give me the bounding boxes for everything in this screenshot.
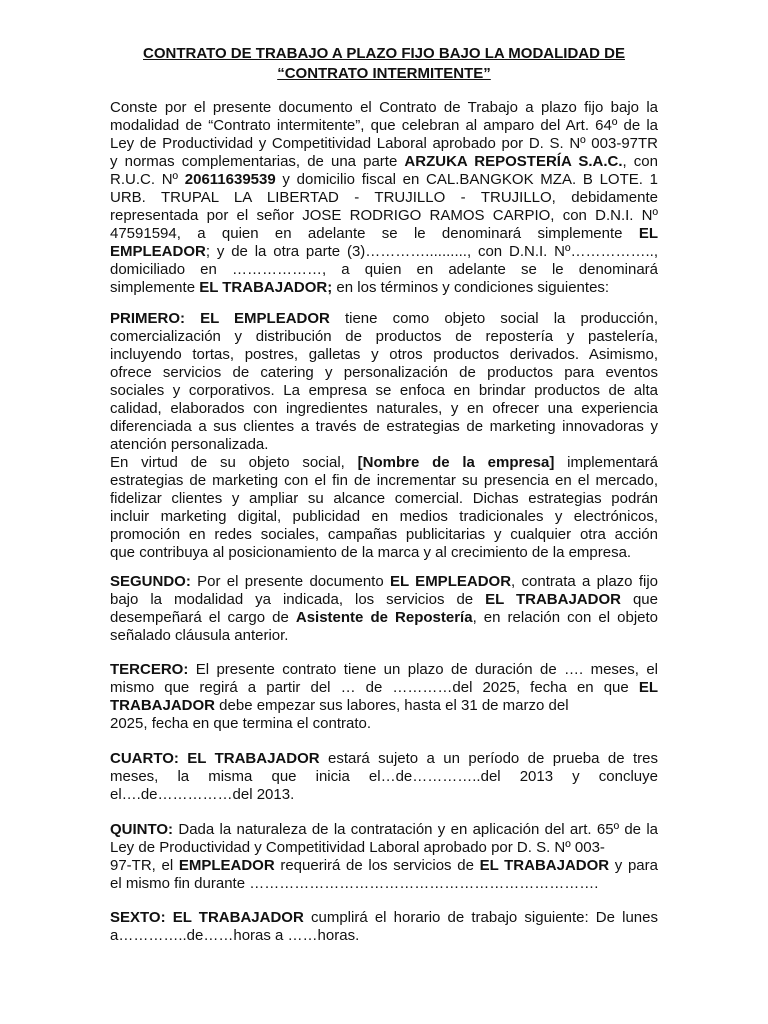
text-line (110, 328, 658, 346)
text-line (110, 526, 658, 544)
bold-segment: EMPLEADOR (178, 857, 275, 874)
text-line (110, 346, 658, 364)
text-segment: Por el presente documento (190, 573, 390, 590)
text-line (110, 400, 658, 418)
text-line (110, 171, 658, 189)
text-line (110, 436, 658, 454)
text-segment: tiene como objeto social la producción, (329, 310, 658, 327)
text-segment: sociales y corporativos. La empresa se enfoca en brindar productos de alta (110, 382, 658, 399)
text-line (110, 661, 658, 679)
text-segment: incluyendo tortas, postres, galletas y otros productos derivados. Asimismo, (110, 346, 658, 363)
text-segment: El presente contrato tiene un plazo de duración de …. meses, el (188, 661, 658, 678)
text-segment: el mismo fin durante ……………………………………………………………. (110, 875, 599, 892)
text-line (110, 508, 658, 526)
text-segment: 97-TR, el (110, 857, 179, 874)
text-line (110, 839, 658, 857)
text-line (110, 225, 658, 243)
title-line: “CONTRATO INTERMITENTE” (277, 65, 491, 82)
clause-tercero (110, 661, 658, 733)
bold-segment: 20611639539 (184, 171, 276, 188)
text-line (110, 909, 658, 927)
clause-primero (110, 310, 658, 562)
title-line: CONTRATO DE TRABAJO A PLAZO FIJO BAJO LA MODALIDAD DE (143, 45, 625, 62)
text-line (110, 117, 658, 135)
text-segment: y para (609, 857, 658, 874)
text-line (110, 243, 658, 261)
text-segment: Ley de Productividad y Competitividad Laboral aprobado por D. S. Nº 003-97TR (110, 135, 658, 152)
text-segment: y domicilio fiscal en CAL.BANGKOK MZA. B LOTE. 1 (275, 171, 658, 188)
text-segment: estará sujeto a un período de prueba de tres (319, 750, 658, 767)
text-line (110, 544, 658, 562)
text-line (110, 573, 658, 591)
contract-title (110, 44, 658, 84)
text-segment: modalidad de “Contrato intermitente”, que celebran al amparo del Art. 64º de la (110, 117, 658, 134)
text-segment: meses, la misma que inicia el…de…………..del 2013 y concluye (110, 768, 658, 785)
clause-segundo (110, 573, 658, 645)
text-line (110, 472, 658, 490)
text-line (110, 207, 658, 225)
text-line (110, 418, 658, 436)
text-segment: Ley de Productividad y Competitividad Laboral aprobado por D. S. Nº 003- (110, 839, 605, 856)
text-segment: simplemente (110, 279, 200, 296)
text-segment: bajo la modalidad ya indicada, los servicios de (110, 591, 486, 608)
text-segment: domiciliado en ………………, a quien en adelante se le denominará (110, 261, 658, 278)
text-line (110, 679, 658, 697)
text-line (110, 261, 658, 279)
bold-segment: ARZUKA REPOSTERÍA S.A.C. (404, 153, 623, 170)
text-line (110, 310, 658, 328)
text-segment: Conste por el presente documento el Contrato de Trabajo a plazo fijo bajo la (110, 99, 658, 116)
text-segment: URB. TRUPAL LA LIBERTAD - TRUJILLO - TRUJILLO, debidamente (110, 189, 658, 206)
text-line (110, 591, 658, 609)
text-line (110, 135, 658, 153)
bold-segment: SEGUNDO: (110, 573, 191, 590)
intro-paragraph (110, 99, 658, 297)
text-line (110, 750, 658, 768)
text-segment: cumplirá el horario de trabajo siguiente: De lunes (303, 909, 658, 926)
text-line (110, 153, 658, 171)
text-segment: fidelizar clientes y ampliar su alcance comercial. Dichas estrategias podrán (110, 490, 658, 507)
text-segment: a…………..de……horas a ……horas. (110, 927, 360, 944)
text-line (110, 927, 658, 945)
text-segment: representada por el señor JOSE RODRIGO RAMOS CARPIO, con D.N.I. Nº (110, 207, 658, 224)
bold-segment: EMPLEADOR (110, 243, 206, 260)
text-segment: desempeñará el cargo de (110, 609, 296, 626)
bold-segment: EL (638, 225, 658, 242)
text-segment: diferenciada a sus clientes a través de estrategias de marketing innovadoras y (110, 418, 658, 435)
text-line (110, 490, 658, 508)
text-segment: Dada la naturaleza de la contratación y en aplicación del art. 65º de la (173, 821, 658, 838)
text-line (110, 627, 658, 645)
bold-segment: CUARTO: EL TRABAJADOR (110, 750, 320, 767)
text-segment: 47591594, a quien en adelante se le denominará simplemente (110, 225, 639, 242)
clause-sexto (110, 909, 658, 945)
bold-segment: EL TRABAJADOR (485, 591, 621, 608)
bold-segment: QUINTO: (110, 821, 174, 838)
text-segment: , contrata a plazo fijo (511, 573, 658, 590)
text-segment: incluir marketing digital, publicidad en medios tradicionales y electrónicos, (110, 508, 658, 525)
text-segment: el….de……………del 2013. (110, 786, 295, 803)
text-segment: , con (622, 153, 658, 170)
text-segment: R.U.C. Nº (110, 171, 185, 188)
text-segment: y normas complementarias, de una parte (110, 153, 405, 170)
bold-segment: Asistente de Repostería (295, 609, 473, 626)
text-line (110, 715, 658, 733)
text-segment: calidad, elaborados con ingredientes naturales, y en ofrecer una experiencia (110, 400, 658, 417)
clause-cuarto (110, 750, 658, 804)
text-line (110, 786, 658, 804)
text-segment: ofrece servicios de catering y personalización de productos para eventos (110, 364, 658, 381)
bold-segment: EL EMPLEADOR (389, 573, 512, 590)
text-segment: mismo que regirá a partir del … de …………del 2025, fecha en que (110, 679, 639, 696)
bold-segment: TERCERO: (110, 661, 189, 678)
text-line (110, 99, 658, 117)
text-line (110, 382, 658, 400)
text-segment: 2025, fecha en que termina el contrato. (110, 715, 372, 732)
clause-quinto (110, 821, 658, 893)
text-line (110, 279, 658, 297)
text-segment: ; y de la otra parte (3)………….........., con D.N.I. Nº…………….., (205, 243, 658, 260)
text-segment: atención personalizada. (110, 436, 269, 453)
text-segment: que (620, 591, 658, 608)
bold-segment: EL (638, 679, 658, 696)
bold-segment: PRIMERO: EL EMPLEADOR (110, 310, 330, 327)
text-segment: requerirá de los servicios de (274, 857, 480, 874)
text-segment: , en relación con el objeto (472, 609, 658, 626)
text-segment: en los términos y condiciones siguientes: (332, 279, 610, 296)
bold-segment: [Nombre de la empresa] (357, 454, 555, 471)
text-line (110, 857, 658, 875)
text-line (110, 768, 658, 786)
text-line (110, 697, 658, 715)
bold-segment: EL TRABAJADOR (479, 857, 610, 874)
text-segment: estrategias de marketing con el fin de incrementar su presencia en el mercado, (110, 472, 658, 489)
text-line (110, 821, 658, 839)
text-line (110, 875, 658, 893)
text-segment: debe empezar sus labores, hasta el 31 de marzo del (215, 697, 569, 714)
text-segment: En virtud de su objeto social, (110, 454, 358, 471)
text-line (110, 364, 658, 382)
bold-segment: EL TRABAJADOR; (199, 279, 333, 296)
text-line (110, 454, 658, 472)
text-segment: señalado cláusula anterior. (110, 627, 289, 644)
text-segment: comercialización y distribución de productos de repostería y pastelería, (110, 328, 658, 345)
text-segment: que contribuya al posicionamiento de la marca y al crecimiento de la empresa. (110, 544, 632, 561)
text-line (110, 189, 658, 207)
bold-segment: TRABAJADOR (110, 697, 215, 714)
text-segment: implementará (554, 454, 659, 471)
text-segment: promoción en redes sociales, campañas publicitarias y cualquier otra acción (110, 526, 658, 543)
text-line (110, 609, 658, 627)
bold-segment: SEXTO: EL TRABAJADOR (110, 909, 304, 926)
